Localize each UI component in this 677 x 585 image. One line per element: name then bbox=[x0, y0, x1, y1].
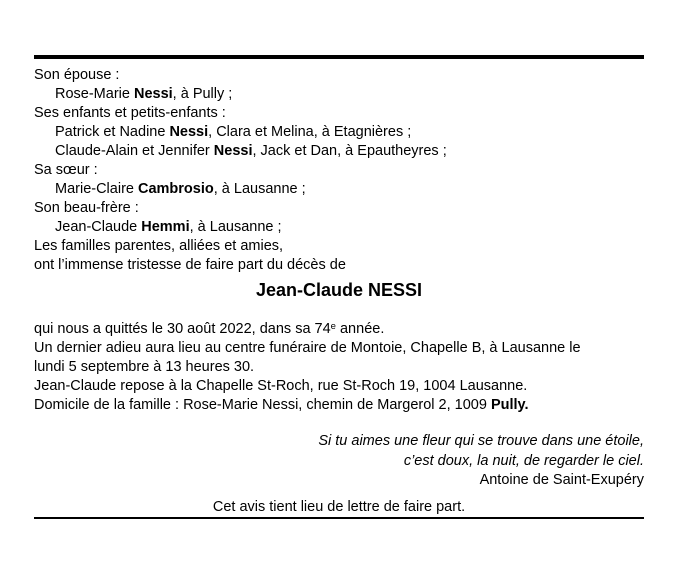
family-line-text-post: , à Lausanne ; bbox=[213, 181, 306, 197]
quote-section bbox=[34, 432, 644, 491]
family-line bbox=[34, 237, 644, 256]
family-line-text: Claude-Alain et Jennifer bbox=[55, 143, 214, 159]
family-line bbox=[34, 218, 644, 237]
family-line bbox=[34, 66, 644, 85]
family-line bbox=[34, 85, 644, 104]
top-rule bbox=[34, 55, 644, 59]
family-line-text: Patrick et Nadine bbox=[55, 124, 170, 140]
family-line-text: Les familles parentes, alliées et amies, bbox=[34, 238, 284, 254]
family-line bbox=[34, 161, 644, 180]
family-name-bold: Nessi bbox=[169, 124, 209, 140]
detail-line-text: Domicile de la famille : Rose-Marie Nessi, chemin de Margerol 2, 1009 bbox=[34, 397, 491, 413]
deceased-name-title: Jean-Claude NESSI bbox=[255, 280, 423, 300]
family-line-text-post: , à Pully ; bbox=[172, 86, 233, 102]
family-line-text: Sa sœur : bbox=[34, 162, 98, 178]
family-line bbox=[34, 256, 644, 275]
family-line-text-post: , Jack et Dan, à Epautheyres ; bbox=[252, 143, 447, 159]
family-name-bold: Nessi bbox=[133, 86, 173, 102]
family-line bbox=[34, 199, 644, 218]
family-line-text: Son beau-frère : bbox=[34, 200, 139, 216]
family-line-text: Rose-Marie bbox=[55, 86, 134, 102]
obituary-document bbox=[34, 55, 644, 519]
detail-line bbox=[34, 377, 644, 396]
detail-line-text: Jean-Claude repose à la Chapelle St-Roch, rue St-Roch 19, 1004 Lausanne. bbox=[34, 378, 528, 394]
family-line bbox=[34, 123, 644, 142]
detail-line-text: lundi 5 septembre à 13 heures 30. bbox=[34, 359, 255, 375]
family-line bbox=[34, 180, 644, 199]
detail-line-text-post: année. bbox=[335, 321, 385, 337]
family-line-text-post: , à Lausanne ; bbox=[189, 219, 282, 235]
family-line-text: Ses enfants et petits-enfants : bbox=[34, 105, 226, 121]
family-name-bold: Hemmi bbox=[141, 219, 190, 235]
detail-line-text: qui nous a quittés le 30 août 2022, dans sa 74 bbox=[34, 321, 331, 337]
family-line-text-post: , Clara et Melina, à Etagnières ; bbox=[208, 124, 412, 140]
detail-line bbox=[34, 396, 644, 415]
detail-bold: Pully. bbox=[490, 397, 529, 413]
quote-line-2: c’est doux, la nuit, de regarder le ciel. bbox=[403, 452, 644, 469]
family-line-text: Son épouse : bbox=[34, 67, 120, 83]
family-line-text: ont l’immense tristesse de faire part du décès de bbox=[34, 257, 346, 273]
quote-line-1: Si tu aimes une fleur qui se trouve dans une étoile, bbox=[318, 433, 644, 449]
quote-attribution: Antoine de Saint-Exupéry bbox=[479, 472, 644, 488]
family-line-text: Jean-Claude bbox=[55, 219, 142, 235]
family-section bbox=[34, 66, 644, 275]
superscript-ordinal: e bbox=[330, 321, 336, 332]
family-line-text: Marie-Claire bbox=[55, 181, 138, 197]
bottom-rule bbox=[34, 517, 644, 520]
detail-line bbox=[34, 358, 644, 377]
family-line bbox=[34, 142, 644, 161]
footer-text: Cet avis tient lieu de lettre de faire part. bbox=[212, 498, 466, 515]
detail-line bbox=[34, 320, 644, 339]
family-name-bold: Cambrosio bbox=[138, 181, 214, 197]
detail-line-text: Un dernier adieu aura lieu au centre funéraire de Montoie, Chapelle B, à Lausanne le bbox=[34, 340, 581, 356]
family-line bbox=[34, 104, 644, 123]
family-name-bold: Nessi bbox=[213, 143, 253, 159]
details-section bbox=[34, 320, 644, 415]
detail-line bbox=[34, 339, 644, 358]
